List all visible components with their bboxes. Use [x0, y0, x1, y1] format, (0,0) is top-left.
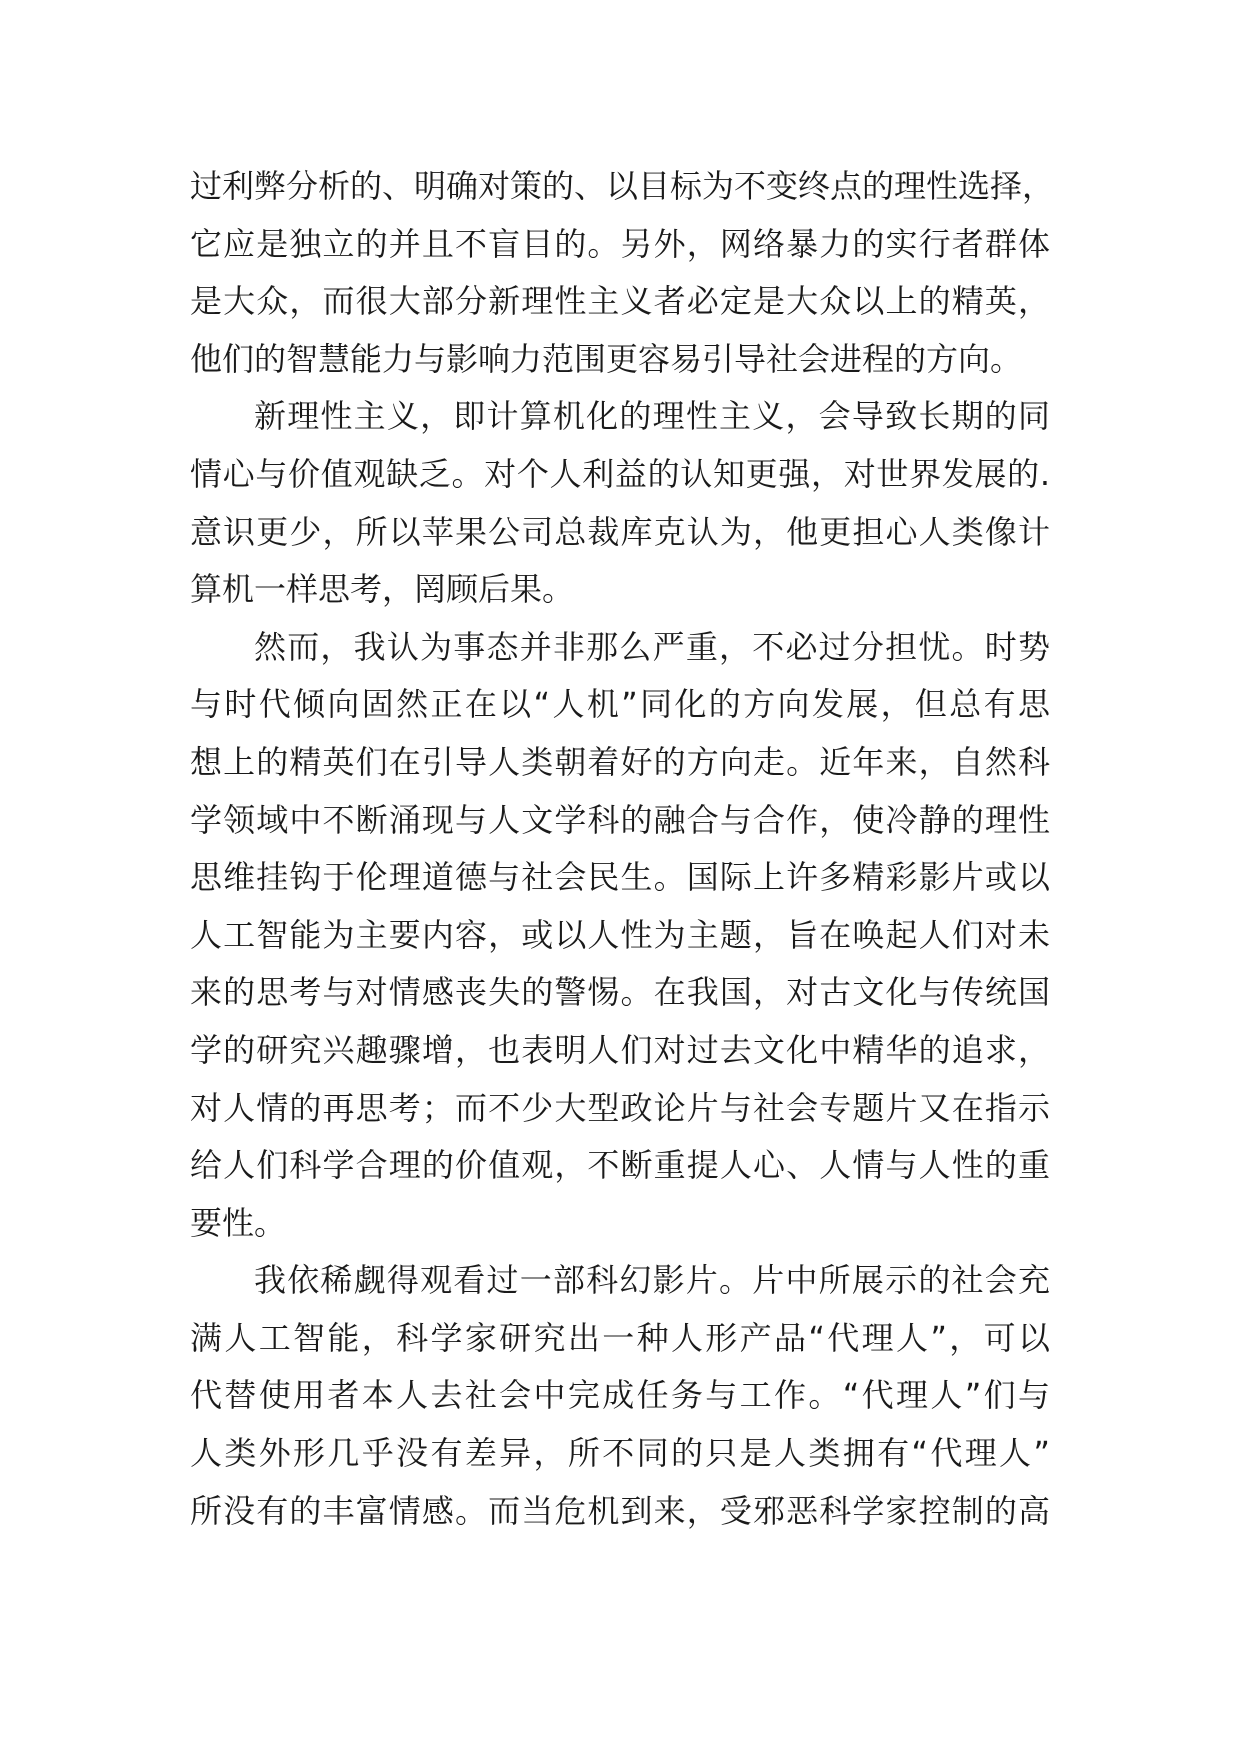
text-line: 与时代倾向固然正在以“人机”同化的方向发展，但总有思 [190, 685, 1050, 724]
text-line: 是大众，而很大部分新理性主义者必定是大众以上的精英， [190, 282, 1050, 321]
text-line: 算机一样思考，罔顾后果。 [190, 570, 575, 609]
text-line: 他们的智慧能力与影响力范围更容易引导社会进程的方向。 [190, 339, 1023, 378]
text-line: 我依稀觑得观看过一部科幻影片。片中所展示的社会充 [254, 1261, 1050, 1300]
text-line: 要性。 [190, 1203, 287, 1242]
text-line: 人类外形几乎没有差异，所不同的只是人类拥有“代理人” [190, 1434, 1050, 1473]
text-line: 过利弊分析的、明确对策的、以目标为不变终点的理性选择， [190, 167, 1055, 205]
text-line: 代替使用者本人去社会中完成任务与工作。“代理人”们与 [190, 1376, 1050, 1415]
paragraph [190, 158, 1055, 388]
text-line: 情心与价值观缺乏。对个人利益的认知更强，对世界发展的. [190, 454, 1050, 493]
text-line: 人工智能为主要内容，或以人性为主题，旨在唤起人们对未 [190, 915, 1050, 954]
paragraph [190, 619, 1050, 1253]
paragraph [190, 388, 1050, 618]
text-line: 满人工智能，科学家研究出一种人形产品“代理人”，可以 [190, 1318, 1050, 1357]
text-line: 想上的精英们在引导人类朝着好的方向走。近年来，自然科 [190, 742, 1050, 781]
text-line: 来的思考与对情感丧失的警惕。在我国，对古文化与传统国 [190, 973, 1050, 1012]
text-line: 它应是独立的并且不盲目的。另外，网络暴力的实行者群体 [190, 224, 1050, 263]
text-line: 学的研究兴趣骤增，也表明人们对过去文化中精华的追求， [190, 1030, 1050, 1069]
document-body [190, 158, 1055, 1540]
text-line: 意识更少，所以苹果公司总裁库克认为，他更担心人类像计 [190, 512, 1050, 551]
text-line: 然而，我认为事态并非那么严重，不必过分担忧。时势 [254, 627, 1050, 666]
text-line: 给人们科学合理的价值观，不断重提人心、人情与人性的重 [190, 1146, 1050, 1185]
text-line: 思维挂钩于伦理道德与社会民生。国际上许多精彩影片或以 [190, 858, 1050, 897]
text-line: 新理性主义，即计算机化的理性主义，会导致长期的同 [254, 397, 1050, 436]
text-line: 对人情的再思考；而不少大型政论片与社会专题片又在指示 [190, 1088, 1050, 1127]
paragraph [190, 1252, 1050, 1540]
text-line: 所没有的丰富情感。而当危机到来，受邪恶科学家控制的高 [190, 1491, 1050, 1530]
text-line: 学领域中不断涌现与人文学科的融合与合作，使冷静的理性 [190, 800, 1050, 839]
